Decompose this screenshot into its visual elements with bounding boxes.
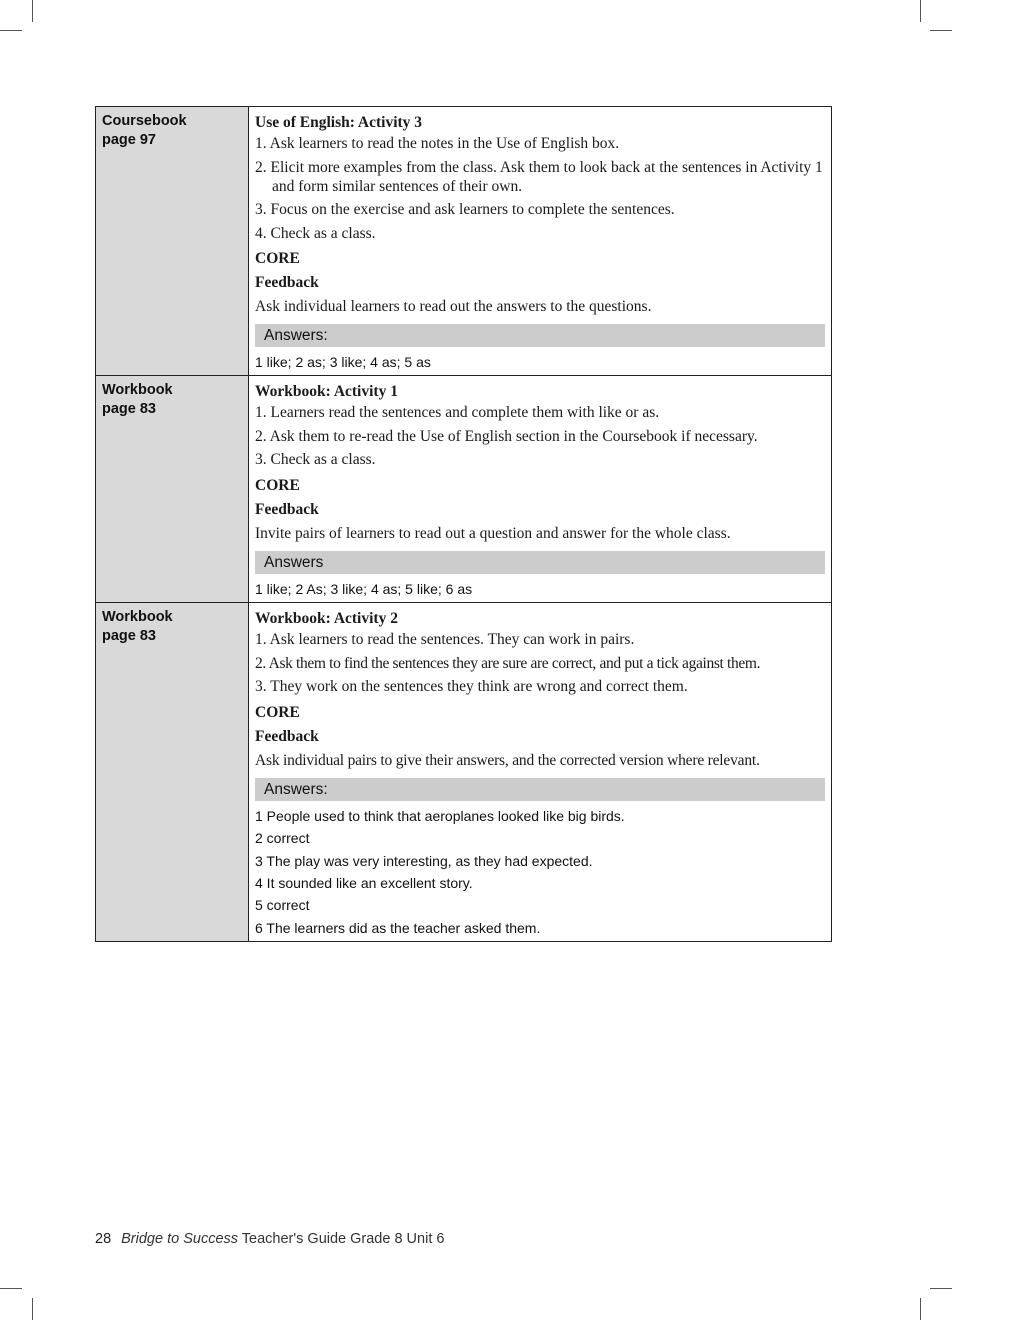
answer-line: 1 People used to think that aeroplanes looked like big birds.: [255, 807, 625, 824]
answer-line: 1 like; 2 As; 3 like; 4 as; 5 like; 6 as: [255, 580, 473, 597]
answers-header: Answers:: [255, 778, 825, 801]
feedback-label: Feedback: [255, 274, 319, 291]
feedback-text: Ask individual pairs to give their answers, and the corrected version where relevant.: [255, 751, 760, 769]
answer-line: 3 The play was very interesting, as they had expected.: [255, 852, 593, 869]
reference-cell: [96, 376, 249, 603]
feedback-label: Feedback: [255, 500, 319, 518]
activity-title: Workbook: Activity 2: [255, 610, 398, 628]
step-item: 3. They work on the sentences they think are wrong and correct them.: [255, 678, 688, 696]
crop-mark: [930, 1288, 952, 1289]
answer-line: 2 correct: [255, 830, 310, 847]
activity-cell: [249, 603, 832, 942]
answers-header: Answers:: [255, 324, 825, 347]
feedback-text: Ask individual learners to read out the answers to the questions.: [255, 298, 652, 315]
step-item: 3. Check as a class.: [255, 451, 376, 469]
crop-mark: [32, 0, 33, 22]
reference-cell: [96, 107, 249, 376]
core-label: CORE: [255, 250, 300, 267]
reference-cell: [96, 603, 249, 942]
crop-mark: [920, 1298, 921, 1320]
crop-mark: [920, 0, 921, 22]
feedback-label: Feedback: [255, 727, 319, 745]
answer-line: 5 correct: [255, 897, 310, 914]
steps-list: [255, 403, 825, 469]
answer-line: 1 like; 2 as; 3 like; 4 as; 5 as: [255, 354, 431, 370]
steps-list: [255, 134, 825, 243]
footer-text: Teacher's Guide Grade 8 Unit 6: [238, 1231, 445, 1247]
crop-mark: [930, 30, 952, 31]
activity-cell: [249, 107, 832, 376]
reference-book: Workbook: [102, 382, 173, 399]
steps-list: [255, 630, 825, 696]
activity-cell: [249, 376, 832, 603]
feedback-text: Invite pairs of learners to read out a question and answer for the whole class.: [255, 524, 731, 542]
reference-page: page 97: [102, 132, 156, 148]
activity-title: Use of English: Activity 3: [255, 114, 423, 131]
table-row: [96, 107, 832, 376]
step-item: 3. Focus on the exercise and ask learners to complete the sentences.: [255, 201, 675, 218]
step-item: 1. Learners read the sentences and complete them with like or as.: [255, 404, 660, 422]
reference-book: Workbook: [102, 609, 173, 626]
table-row: [96, 603, 832, 942]
page-footer: [95, 1231, 444, 1247]
reference-book: Coursebook: [102, 113, 187, 129]
table-row: [96, 376, 832, 603]
step-item: 2. Ask them to find the sentences they are sure are correct, and put a tick against them.: [255, 654, 761, 672]
step-item: 1. Ask learners to read the sentences. They can work in pairs.: [255, 631, 635, 649]
crop-mark: [0, 1288, 22, 1289]
lesson-plan-table: [95, 106, 832, 942]
reference-page: page 83: [102, 401, 156, 418]
answer-line: 4 It sounded like an excellent story.: [255, 875, 473, 892]
core-label: CORE: [255, 476, 300, 494]
answer-line: 6 The learners did as the teacher asked them.: [255, 919, 541, 936]
reference-page: page 83: [102, 628, 156, 645]
step-item: 1. Ask learners to read the notes in the Use of English box.: [255, 135, 620, 152]
step-item: 2. Elicit more examples from the class. Ask them to look back at the sentences in Activity 1 and form similar sentences of their own.: [255, 158, 823, 195]
page-number: 28: [95, 1231, 112, 1247]
answers-header: Answers: [255, 551, 825, 574]
crop-mark: [0, 30, 22, 31]
activity-title: Workbook: Activity 1: [255, 383, 398, 401]
crop-mark: [32, 1298, 33, 1320]
step-item: 2. Ask them to re-read the Use of English section in the Coursebook if necessary.: [255, 427, 758, 445]
step-item: 4. Check as a class.: [255, 224, 376, 242]
series-title: Bridge to Success: [121, 1231, 239, 1247]
core-label: CORE: [255, 703, 300, 721]
